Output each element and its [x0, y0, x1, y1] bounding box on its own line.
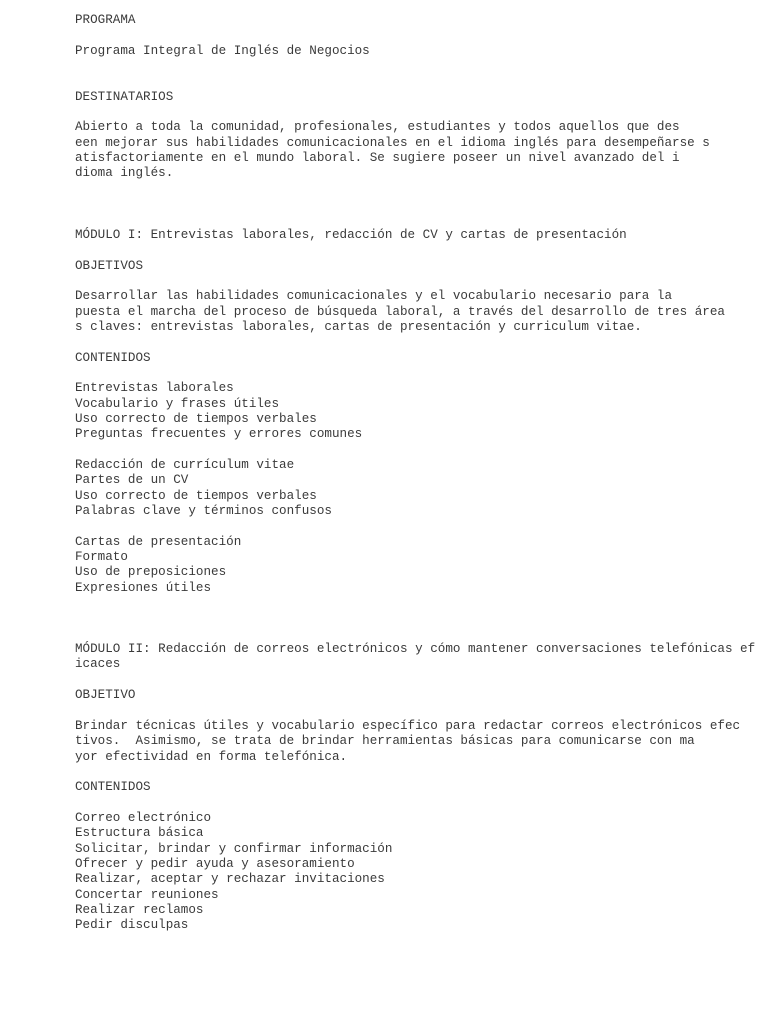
blank-line	[75, 673, 763, 688]
blank-line	[75, 519, 763, 534]
text-line: Uso de preposiciones	[75, 565, 227, 580]
text-line: Preguntas frecuentes y errores comunes	[75, 427, 363, 442]
text-line: Brindar técnicas útiles y vocabulario específico para redactar correos electrónicos efec	[75, 718, 741, 733]
text-line: Programa Integral de Inglés de Negocios	[75, 43, 370, 58]
text-line: Estructura básica	[75, 826, 204, 841]
text-line: yor efectividad en forma telefónica.	[75, 749, 348, 764]
text-line: Expresiones útiles	[75, 580, 212, 595]
blank-line	[75, 443, 763, 458]
section-heading: OBJETIVO	[75, 688, 136, 703]
text-line: dioma inglés.	[75, 166, 174, 181]
blank-line	[75, 765, 763, 780]
section-heading: CONTENIDOS	[75, 350, 151, 365]
blank-line	[75, 182, 763, 197]
text-line: Solicitar, brindar y confirmar información	[75, 841, 393, 856]
section-heading: CONTENIDOS	[75, 780, 151, 795]
text-line: Formato	[75, 550, 128, 565]
blank-line	[75, 796, 763, 811]
text-line: Realizar, aceptar y rechazar invitaciones	[75, 872, 385, 887]
blank-line	[75, 703, 763, 718]
text-line: Desarrollar las habilidades comunicacionales y el vocabulario necesario para la	[75, 289, 673, 304]
text-line: s claves: entrevistas laborales, cartas de presentación y curriculum vitae.	[75, 319, 642, 334]
text-line: Realizar reclamos	[75, 902, 204, 917]
blank-line	[75, 59, 763, 74]
text-line: Redacción de currículum vitae	[75, 457, 295, 472]
blank-line	[75, 28, 763, 43]
module-title: MÓDULO II: Redacción de correos electrónicos y cómo mantener conversaciones telefónicas ef	[75, 642, 756, 657]
section-heading: PROGRAMA	[75, 13, 136, 27]
text-line: Concertar reuniones	[75, 887, 219, 902]
text-line: Vocabulario y frases útiles	[75, 396, 280, 411]
blank-line	[75, 366, 763, 381]
document-body	[75, 13, 763, 934]
text-line: een mejorar sus habilidades comunicacionales en el idioma inglés para desempeñarse s	[75, 135, 710, 150]
blank-line	[75, 611, 763, 626]
text-line: Entrevistas laborales	[75, 381, 234, 396]
text-line: Uso correcto de tiempos verbales	[75, 488, 317, 503]
text-line: tivos. Asimismo, se trata de brindar herramientas básicas para comunicarse con ma	[75, 734, 695, 749]
text-line: puesta el marcha del proceso de búsqueda laboral, a través del desarrollo de tres área	[75, 304, 725, 319]
module-title: MÓDULO I: Entrevistas laborales, redacción de CV y cartas de presentación	[75, 227, 627, 242]
blank-line	[75, 74, 763, 89]
blank-line	[75, 627, 763, 642]
blank-line	[75, 105, 763, 120]
text-line: atisfactoriamente en el mundo laboral. Se sugiere poseer un nivel avanzado del i	[75, 151, 680, 166]
text-line: Correo electrónico	[75, 810, 212, 825]
text-line: Palabras clave y términos confusos	[75, 504, 332, 518]
blank-line	[75, 596, 763, 611]
blank-line	[75, 212, 763, 227]
text-line: Cartas de presentación	[75, 534, 242, 549]
blank-line	[75, 197, 763, 212]
blank-line	[75, 243, 763, 258]
text-line: Pedir disculpas	[75, 918, 189, 933]
text-line: Abierto a toda la comunidad, profesionales, estudiantes y todos aquellos que des	[75, 120, 680, 135]
text-line: Partes de un CV	[75, 473, 189, 488]
text-line: icaces	[75, 657, 121, 672]
section-heading: OBJETIVOS	[75, 258, 144, 273]
blank-line	[75, 335, 763, 350]
text-line: Ofrecer y pedir ayuda y asesoramiento	[75, 856, 355, 871]
blank-line	[75, 274, 763, 289]
section-heading: DESTINATARIOS	[75, 89, 174, 104]
text-line: Uso correcto de tiempos verbales	[75, 411, 317, 426]
